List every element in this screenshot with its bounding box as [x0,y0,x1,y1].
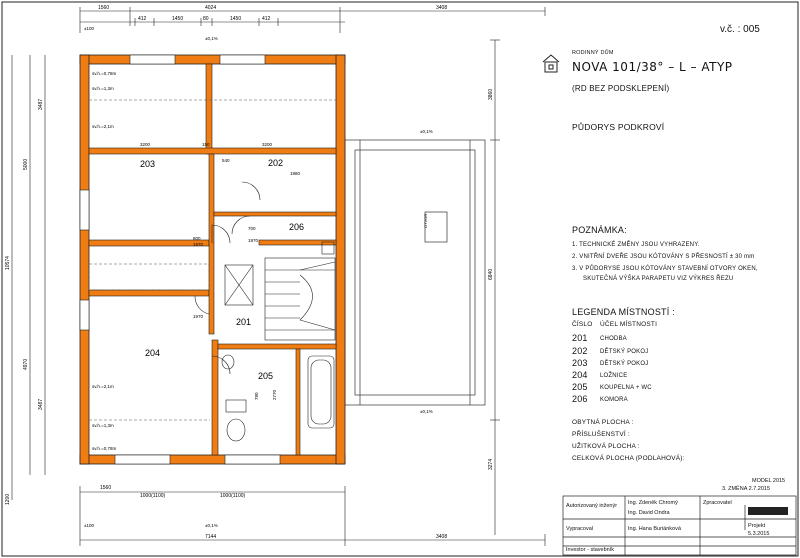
legend-no-206: 206 [572,394,588,404]
dim-left-3487b: 3487 [38,398,44,410]
notes-heading: POZNÁMKA: [572,225,627,235]
dim-top-1560: 1560 [98,5,110,11]
slope-mark-a: ±0,1% [205,36,218,41]
dim-left-10574: 10574 [5,256,11,270]
bathroom-fixtures [222,355,334,441]
dim-inner-3200a: 3200 [140,142,151,147]
dim-inner-3200b: 3200 [262,142,273,147]
tb-authorized-label: Autorizovaný inženýr [566,503,618,509]
tb-processor-label: Zpracovatel [703,500,732,506]
legend-no-201: 201 [572,333,588,343]
attic-hatch [225,265,253,305]
project-title: NOVA 101/38° – L – ATYP [572,60,733,74]
slope-mark-b: ±0,1% [205,523,218,528]
legend-name-206: KOMORA [600,397,628,403]
dim-top-3408: 3408 [436,5,448,11]
tb-prepared-label: Vypracoval [566,526,594,532]
area-living: OBYTNÁ PLOCHA : [572,419,634,426]
dim-top-1450b: 1450 [230,16,242,22]
dim-top-1450a: 1450 [172,16,184,22]
legend-name-204: LOŽNICE [600,373,628,379]
area-total: CELKOVÁ PLOCHA (PODLAHOVÁ): [572,455,685,462]
dim-inner-700: 700 [248,226,256,231]
interior-walls [89,64,336,455]
title-kicker: RODINNÝ DŮM [572,50,614,56]
tb-investor-label: Investor - stavebník [566,547,614,553]
dim-inner-800: 800 [193,236,201,241]
dim-inner-780: 780 [254,392,259,400]
dormer-outline [345,140,485,405]
left-dimensions [12,55,45,500]
area-usable: UŽITKOVÁ PLOCHA : [572,443,640,450]
sheet-number: v.č. : 005 [720,24,760,35]
tb-second-name: Ing. David Ondra [628,510,670,516]
legend-name-205: KOUPELNA + WC [600,385,652,391]
staircase [265,258,335,340]
legend-col-purpose: ÚČEL MÍSTNOSTI [600,321,658,328]
note-1: 1. TECHNICKÉ ZMĚNY JSOU VYHRAZENY. [572,242,700,248]
dim-inner-150: 150 [202,142,210,147]
house-icon [543,55,559,72]
room-204: 204 [145,348,161,358]
level-mark-a: ±100 [84,26,94,31]
legend-name-202: DĚTSKÝ POKOJ [600,349,649,355]
room-201: 201 [236,317,252,327]
dim-bottom-window-b: 1000(1100) [220,493,246,499]
note-height-21b: sv.h.=2,1m [92,384,114,389]
note-2: 2. VNITŘNÍ DVEŘE JSOU KÓTOVÁNY S PŘESNOSTÍ ± 30 mm [572,254,755,260]
project-subtitle: (RD BEZ PODSKLEPENÍ) [572,84,670,93]
note-height-13b: sv.h.=1,3m [92,423,114,428]
dim-right-3274: 3274 [488,458,494,470]
note-3-cont: SKUTEČNÁ VÝŠKA PARAPETU VIZ VÝKRES ŘEZU [583,276,734,282]
legend-name-201: CHODBA [600,336,627,342]
room-202: 202 [268,158,284,168]
tb-project-label: Projekt [748,523,766,529]
legend-name-203: DĚTSKÝ POKOJ [600,361,649,367]
dim-top-4024: 4024 [205,5,217,11]
legend-no-204: 204 [572,370,588,380]
note-height-21a: sv.h.=2,1m [92,124,114,129]
dim-left-3487a: 3487 [38,98,44,110]
dim-top-80: 80 [203,16,209,22]
note-height-13a: sv.h.=1,3m [92,86,114,91]
legend-no-205: 205 [572,382,588,392]
dim-bottom-7144: 7144 [205,534,217,540]
legend-heading: LEGENDA MÍSTNOSTÍ : [572,307,675,317]
dim-inner-2770: 2770 [272,389,277,400]
level-mark-b: ±100 [84,523,94,528]
legend-no-202: 202 [572,346,588,356]
area-accessories: PŘÍSLUŠENSTVÍ : [572,431,630,438]
note-3: 3. V PŮDORYSE JSOU KÓTOVÁNY STAVEBNÍ OTVORY OKEN, [572,266,758,272]
wall-openings [80,55,280,464]
dim-inner-540: 540 [222,158,230,163]
tb-authorized-name: Ing. Zdeněk Chromý [628,500,678,506]
dim-bottom-3408: 3408 [436,534,448,540]
drawing-title: PŮDORYS PODKROVÍ [572,122,665,132]
dim-inner-1980: 1980 [290,171,301,176]
dim-top-412b: 412 [262,16,271,22]
note-height-078a: sv.h.=0,78m [92,71,117,76]
dim-bottom-window-a: 1000(1100) [140,493,166,499]
dim-bottom-1560: 1560 [100,485,112,491]
tb-prepared-name: Ing. Hana Buriánková [628,526,681,532]
model-note: MODEL 2015 [752,478,786,484]
dim-inner-1970c: 1970 [193,314,204,319]
slope-mark-c: ±0,1% [420,129,433,134]
dim-inner-1970a: 1970 [248,238,259,243]
dim-right-6840: 6840 [488,268,494,280]
room-203: 203 [140,159,156,169]
tb-date: 5.3.2015 [748,531,770,537]
top-dimensions [80,7,545,33]
dim-top-412a: 412 [138,16,147,22]
dim-right-3860: 3860 [488,88,494,100]
change-note: 3. ZMĚNA 2.7.2015 [722,486,770,492]
company-logo [748,507,788,515]
room-205: 205 [258,371,274,381]
room-206: 206 [289,222,305,232]
legend-no-203: 203 [572,358,588,368]
dim-left-4970: 4970 [23,358,29,370]
legend-col-number: ČÍSLO [572,321,593,328]
dim-inner-1970b: 1970 [193,242,204,247]
dim-left-1200: 1200 [5,493,11,505]
slope-mark-d: ±0,1% [420,409,433,414]
dormer-tag: OTVOR [423,213,428,228]
note-height-078b: sv.h.=0,78m [92,446,117,451]
dim-left-5000: 5000 [23,158,29,170]
